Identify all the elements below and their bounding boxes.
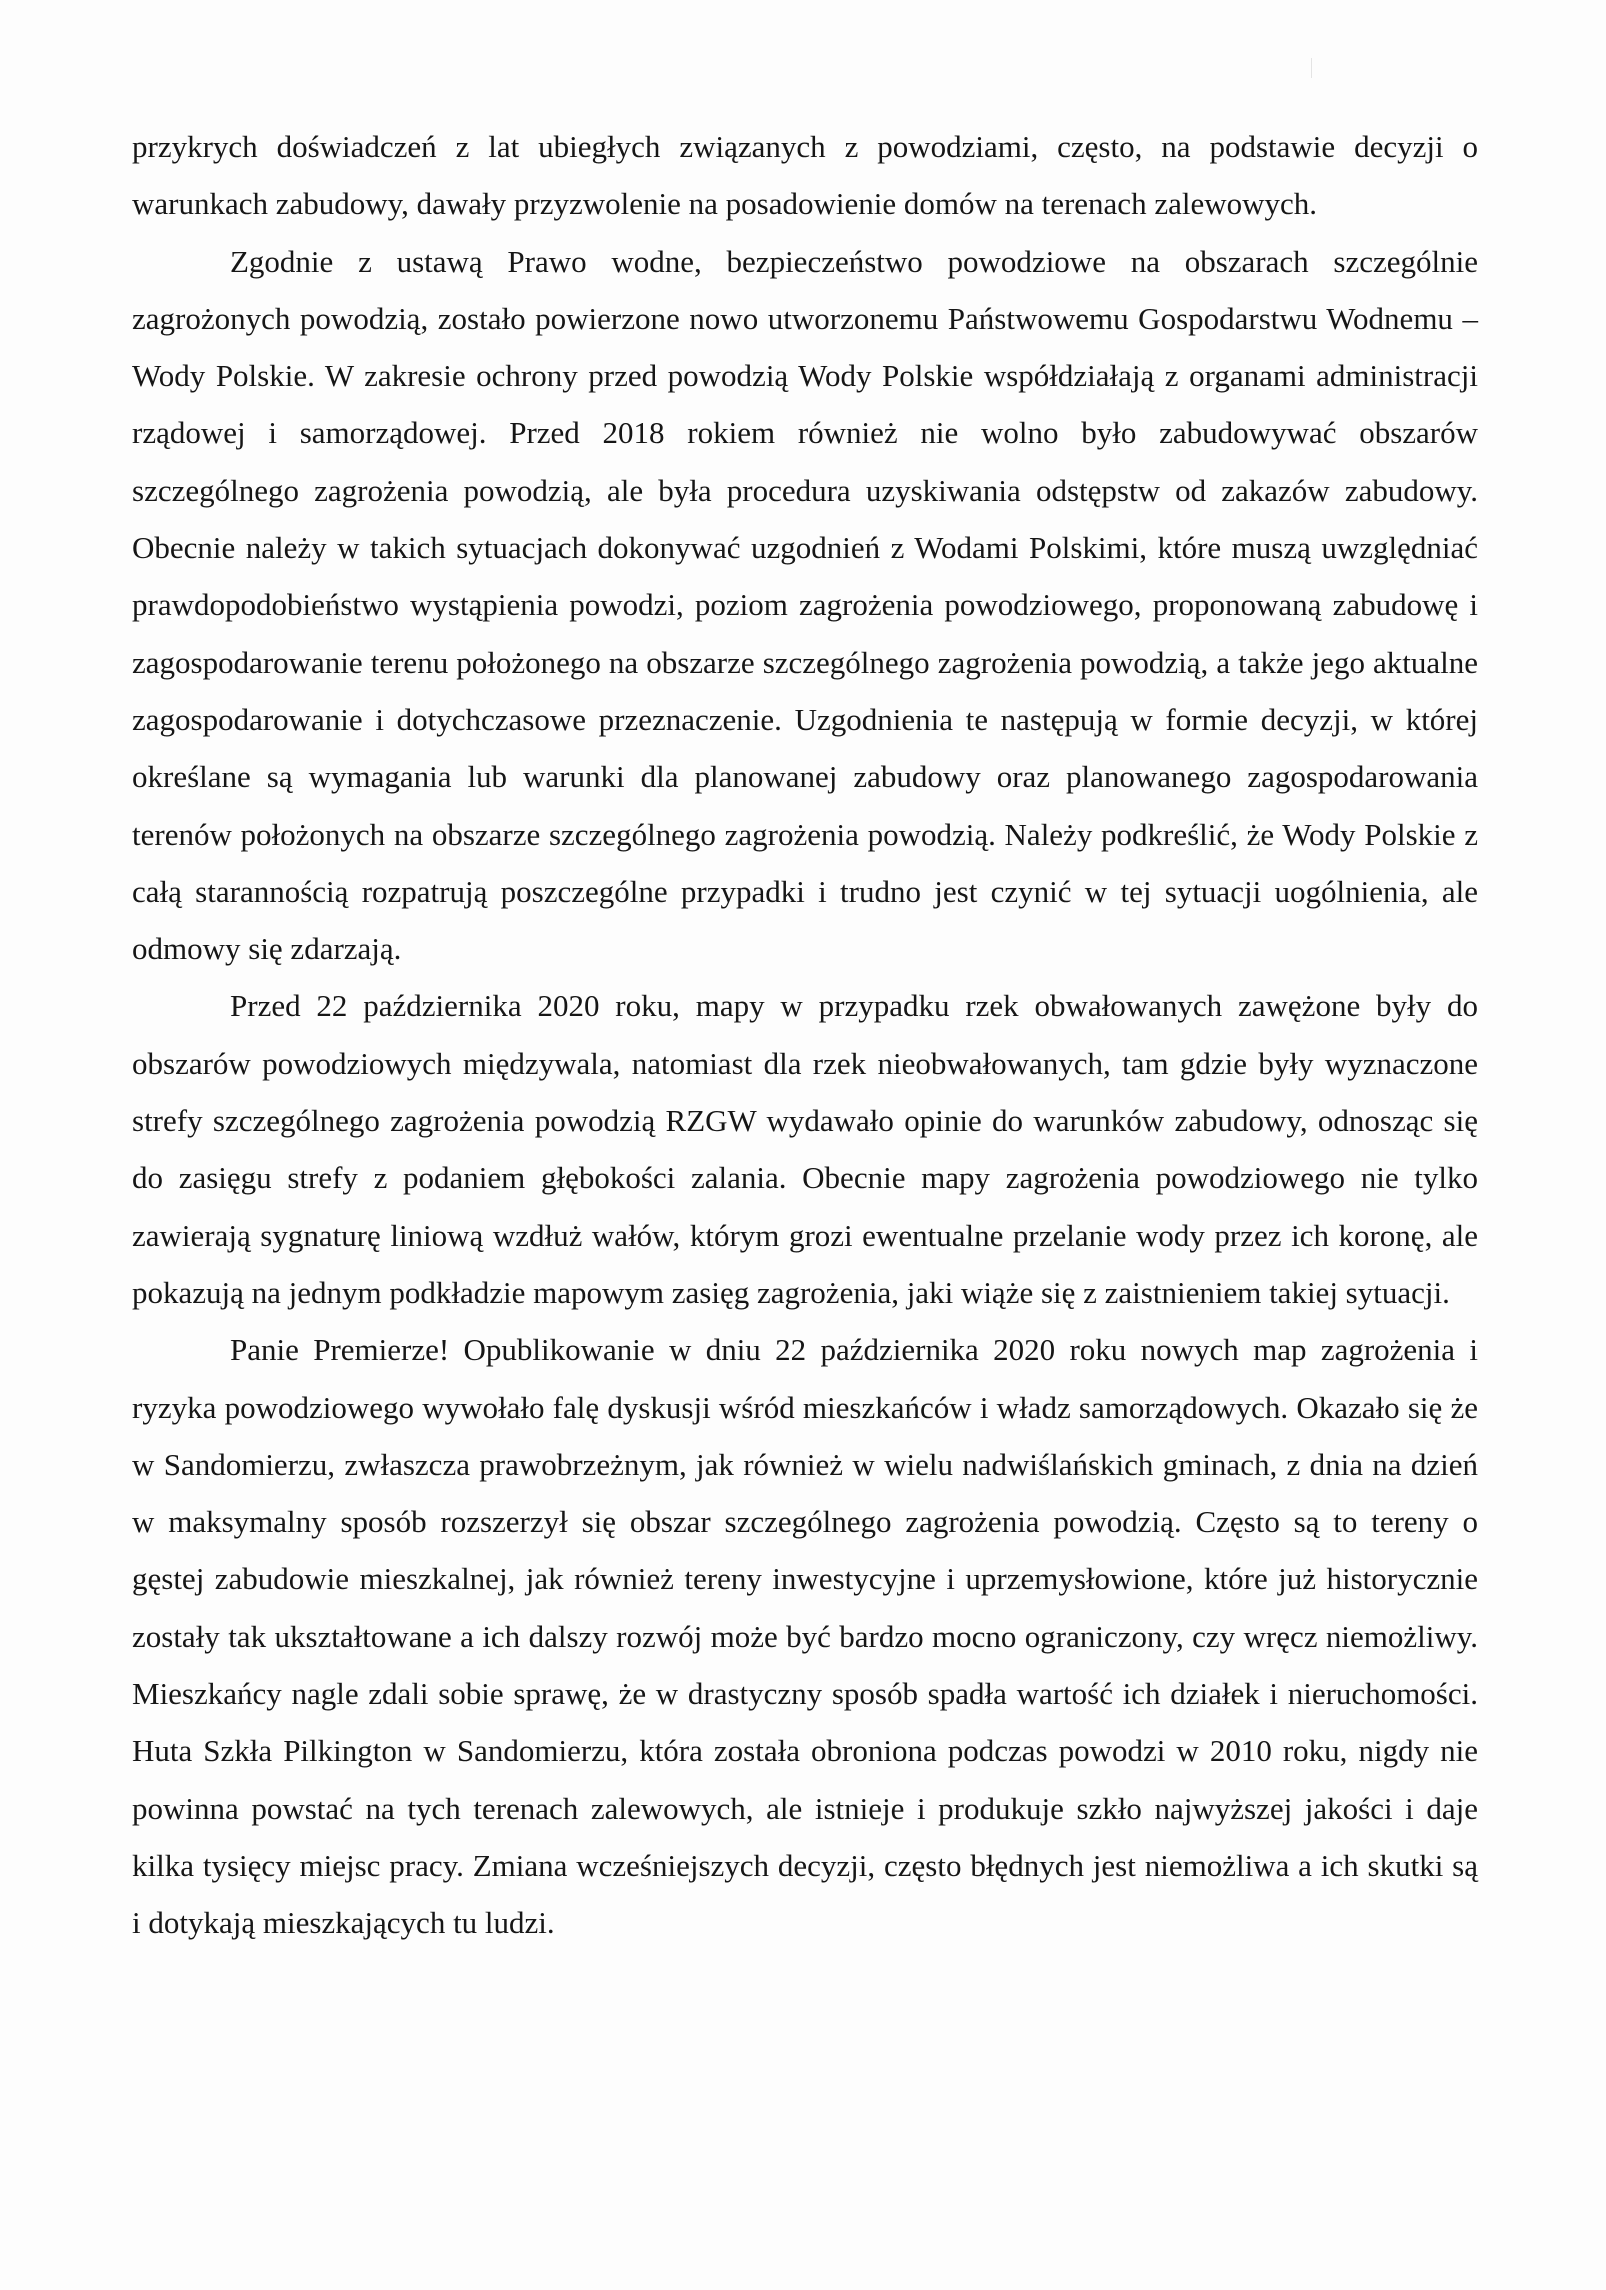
scan-artifact-line xyxy=(1311,58,1312,78)
paragraph-panie-premierze: Panie Premierze! Opublikowanie w dniu 22 października 2020 roku nowych map zagrożenia i ryzyka powodziowego wywołało falę dyskusji wśród mieszkańców i władz samorządowych. Okazało się że w Sandomierzu, zwłaszcza prawobrzeżnym, jak również w wielu nadwiślańskich gminach, z dnia na dzień w maksymalny sposób rozszerzył się obszar szczególnego zagrożenia powodzią. Często są to tereny o gęstej zabudowie mieszkalnej, jak również tereny inwestycyjne i uprzemysłowione, które już historycznie zostały tak ukształtowane a ich dalszy rozwój może być bardzo mocno ograniczony, czy wręcz niemożliwy. Mieszkańcy nagle zdali sobie sprawę, że w drastyczny sposób spadła wartość ich działek i nieruchomości. Huta Szkła Pilkington w Sandomierzu, która została obroniona podczas powodzi w 2010 roku, nigdy nie powinna powstać na tych terenach zalewowych, ale istnieje i produkuje szkło najwyższej jakości i daje kilka tysięcy miejsc pracy. Zmiana wcześniejszych decyzji, często błędnych jest niemożliwa a ich skutki są i dotykają mieszkających tu ludzi. xyxy=(132,1332,1478,1941)
paragraph-prawo-wodne: Zgodnie z ustawą Prawo wodne, bezpieczeństwo powodziowe na obszarach szczególnie zagrożonych powodzią, zostało powierzone nowo utworzonemu Państwowemu Gospodarstwu Wodnemu – Wody Polskie. W zakresie ochrony przed powodzią Wody Polskie współdziałają z organami administracji rządowej i samorządowej. Przed 2018 rokiem również nie wolno było zabudowywać obszarów szczególnego zagrożenia powodzią, ale była procedura uzyskiwania odstępstw od zakazów zabudowy. Obecnie należy w takich sytuacjach dokonywać uzgodnień z Wodami Polskimi, które muszą uwzględniać prawdopodobieństwo wystąpienia powodzi, poziom zagrożenia powodziowego, proponowaną zabudowę i zagospodarowanie terenu położonego na obszarze szczególnego zagrożenia powodzią, a także jego aktualne zagospodarowanie i dotychczasowe przeznaczenie. Uzgodnienia te następują w formie decyzji, w której określane są wymagania lub warunki dla planowanej zabudowy oraz planowanego zagospodarowania terenów położonych na obszarze szczególnego zagrożenia powodzią. Należy podkreślić, że Wody Polskie z całą starannością rozpatrują poszczególne przypadki i trudno jest czynić w tej sytuacji uogólnienia, ale odmowy się zdarzają. xyxy=(132,243,1478,967)
paragraph-continuation: przykrych doświadczeń z lat ubiegłych związanych z powodziami, często, na podstawie decyzji o warunkach zabudowy, dawały przyzwolenie na posadowienie domów na terenach zalewowych. xyxy=(132,129,1478,222)
paragraph-mapy-przed-2020: Przed 22 października 2020 roku, mapy w przypadku rzek obwałowanych zawężone były do obszarów powodziowych międzywala, natomiast dla rzek nieobwałowanych, tam gdzie były wyznaczone strefy szczególnego zagrożenia powodzią RZGW wydawało opinie do warunków zabudowy, odnosząc się do zasięgu strefy z podaniem głębokości zalania. Obecnie mapy zagrożenia powodziowego nie tylko zawierają sygnaturę liniową wzdłuż wałów, którym grozi ewentualne przelanie wody przez ich koronę, ale pokazują na jednym podkładzie mapowym zasięg zagrożenia, jaki wiąże się z zaistnieniem takiej sytuacji. xyxy=(132,988,1478,1310)
document-body xyxy=(132,118,1478,1952)
